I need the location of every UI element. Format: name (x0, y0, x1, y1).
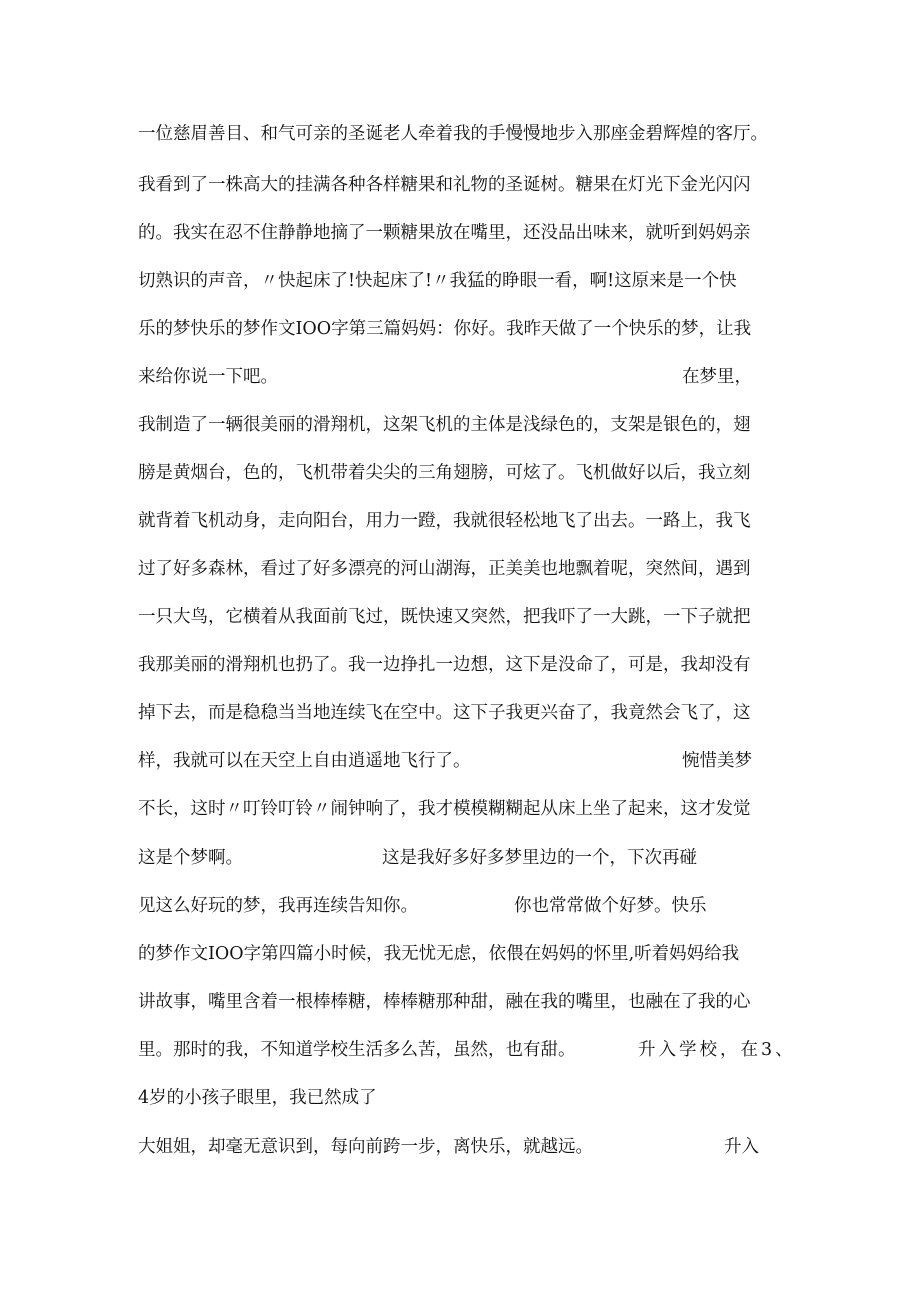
text-segment: 我看到了一株高大的挂满各种各样糖果和礼物的圣诞树。糖果在灯光下金光闪闪 (138, 175, 751, 195)
text-segment: 乐的梦快乐的梦作文IOO字第三篇妈妈：你好。我昨天做了一个快乐的梦，让我 (138, 319, 752, 339)
text-segment: 掉下去，而是稳稳当当地连续飞在空中。这下子我更兴奋了，我竟然会飞了，这 (138, 703, 751, 723)
text-segment: 的梦作文IOO字第四篇小时候，我无忧无虑，依偎在妈妈的怀里,听着妈妈给我 (138, 944, 740, 964)
text-segment: 就背着飞机动身，走向阳台，用力一蹬，我就很轻松地飞了出去。一路上，我飞 (138, 511, 751, 531)
text-segment: 里。那时的我，不知道学校生活多么苦，虽然，也有甜。 (138, 1040, 576, 1060)
text-segment: 4岁的小孩子眼里，我已然成了 (138, 1088, 377, 1108)
text-segment: 见这么好玩的梦，我再连续告知你。 (138, 896, 418, 916)
text-segment: 大姐姐，却毫无意识到，每向前跨一步，离快乐，就越远。 (138, 1137, 593, 1157)
text-segment: 在梦里， (682, 367, 752, 387)
text-segment: 膀是黄烟台，色的，飞机带着尖尖的三角翅膀，可炫了。飞机做好以后，我立刻 (138, 463, 751, 483)
text-segment: 样，我就可以在天空上自由逍遥地飞行了。 (138, 751, 471, 771)
text-segment: 一位慈眉善目、和气可亲的圣诞老人牵着我的手慢慢地步入那座金碧辉煌的客厅。 (138, 124, 768, 144)
text-segment: 这是个梦啊。 (138, 848, 243, 868)
text-segment: 不长，这时〃叮铃叮铃〃闹钟响了，我才模模糊糊起从床上坐了起来，这才发觉 (138, 799, 751, 819)
text-segment: 这是我好多好多梦里边的一个，下次再碰 (382, 848, 697, 868)
text-segment: 升入学校，在3、 (638, 1040, 796, 1060)
text-segment: 切熟识的声音，〃快起床了!快起床了!〃我猛的睁眼一看，啊!这原来是一个快 (138, 271, 737, 291)
text-segment: 我制造了一辆很美丽的滑翔机，这架飞机的主体是浅绿色的，支架是银色的，翅 (138, 415, 751, 435)
text-segment: 一只大鸟，它横着从我面前飞过，既快速又突然，把我吓了一大跳，一下子就把 (138, 607, 751, 627)
text-segment: 过了好多森林，看过了好多漂亮的河山湖海，正美美也地飘着呢，突然间，遇到 (138, 559, 751, 579)
text-segment: 你也常常做个好梦。快乐 (514, 896, 707, 916)
text-segment: 惋惜美梦 (682, 751, 752, 771)
text-segment: 的。我实在忍不住静静地摘了一颗糖果放在嘴里，还没品出味来，就听到妈妈亲 (138, 223, 751, 243)
text-segment: 来给你说一下吧。 (138, 367, 278, 387)
text-segment: 我那美丽的滑翔机也扔了。我一边挣扎一边想，这下是没命了，可是，我却没有 (138, 655, 751, 675)
text-segment: 讲故事，嘴里含着一根棒棒糖，棒棒糖那种甜，融在我的嘴里，也融在了我的心 (138, 992, 751, 1012)
text-segment: 升入 (724, 1137, 759, 1157)
